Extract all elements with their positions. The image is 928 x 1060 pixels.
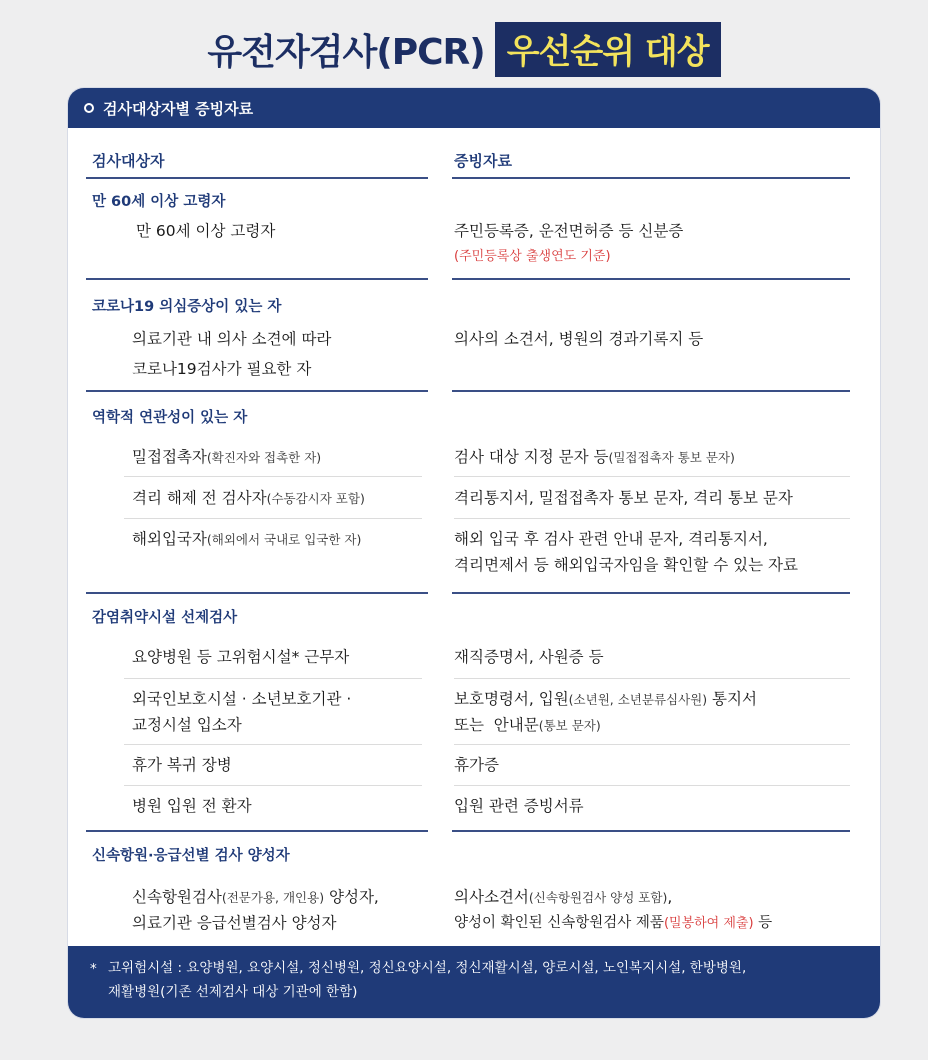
row-divider bbox=[454, 476, 850, 477]
page-title bbox=[0, 22, 928, 77]
subject-cell: 의료기관 응급선별검사 양성자 bbox=[132, 914, 337, 932]
evidence-cell: 검사 대상 지정 문자 등(밀접접촉자 통보 문자) bbox=[454, 448, 735, 466]
divider bbox=[452, 278, 850, 280]
evidence-cell: 또는 안내문(통보 문자) bbox=[454, 716, 601, 734]
divider bbox=[86, 390, 428, 392]
row-divider bbox=[124, 785, 422, 786]
footnote-marker: * bbox=[90, 961, 97, 977]
divider bbox=[452, 592, 850, 594]
card-header bbox=[68, 88, 880, 128]
evidence-cell: 양성이 확인된 신속항원검사 제품(밀봉하여 제출) 등 bbox=[454, 915, 773, 931]
row-divider bbox=[454, 678, 850, 679]
footnote-line: 고위험시설 : 요양병원, 요양시설, 정신병원, 정신요양시설, 정신재활시설, 양로시설, 노인복지시설, 한방병원, bbox=[108, 960, 747, 976]
evidence-cell: 주민등록증, 운전면허증 등 신분증 bbox=[454, 222, 684, 240]
subject-cell: 코로나19검사가 필요한 자 bbox=[132, 360, 312, 376]
row-divider bbox=[124, 476, 422, 477]
column-header-evidence: 증빙자료 bbox=[454, 152, 512, 170]
footnote-line: 재활병원(기존 선제검사 대상 기관에 한함) bbox=[108, 984, 358, 1000]
circle-bullet-icon bbox=[84, 103, 94, 113]
section-title: 만 60세 이상 고령자 bbox=[92, 194, 226, 210]
row-divider bbox=[454, 744, 850, 745]
divider bbox=[452, 830, 850, 832]
subject-cell: 교정시설 입소자 bbox=[132, 716, 242, 734]
column-header-subject: 검사대상자 bbox=[92, 152, 165, 170]
section-title: 코로나19 의심증상이 있는 자 bbox=[92, 299, 282, 315]
divider bbox=[86, 278, 428, 280]
subject-cell: 병원 입원 전 환자 bbox=[132, 797, 252, 815]
divider bbox=[452, 390, 850, 392]
evidence-cell: 입원 관련 증빙서류 bbox=[454, 797, 584, 815]
subject-cell: 밀접접촉자(확진자와 접촉한 자) bbox=[132, 448, 322, 466]
subject-cell: 해외입국자(해외에서 국내로 입국한 자) bbox=[132, 530, 362, 548]
title-highlight: 우선순위 대상 bbox=[495, 22, 721, 77]
evidence-cell: 휴가증 bbox=[454, 756, 499, 774]
subject-cell: 의료기관 내 의사 소견에 따라 bbox=[132, 330, 332, 348]
row-divider bbox=[124, 744, 422, 745]
row-divider bbox=[124, 678, 422, 679]
row-divider bbox=[124, 518, 422, 519]
row-divider bbox=[454, 785, 850, 786]
subject-cell: 만 60세 이상 고령자 bbox=[136, 222, 276, 240]
subject-cell: 휴가 복귀 장병 bbox=[132, 756, 232, 774]
subject-cell: 외국인보호시설 · 소년보호기관 · bbox=[132, 690, 352, 708]
evidence-cell: 보호명령서, 입원(소년원, 소년분류심사원) 통지서 bbox=[454, 690, 757, 708]
title-main: 유전자검사(PCR) bbox=[207, 32, 485, 73]
evidence-card bbox=[68, 88, 880, 1018]
row-divider bbox=[454, 518, 850, 519]
section-title: 역학적 연관성이 있는 자 bbox=[92, 410, 248, 426]
divider bbox=[86, 830, 428, 832]
evidence-cell: 의사의 소견서, 병원의 경과기록지 등 bbox=[454, 330, 704, 348]
evidence-cell: 격리통지서, 밀접접촉자 통보 문자, 격리 통보 문자 bbox=[454, 489, 793, 507]
section-title: 감염취약시설 선제검사 bbox=[92, 610, 238, 626]
divider bbox=[86, 177, 428, 179]
subject-cell: 격리 해제 전 검사자(수동감시자 포함) bbox=[132, 489, 365, 507]
evidence-cell: 격리면제서 등 해외입국자임을 확인할 수 있는 자료 bbox=[454, 556, 798, 574]
evidence-cell: 재직증명서, 사원증 등 bbox=[454, 648, 604, 666]
evidence-note: (주민등록상 출생연도 기준) bbox=[454, 249, 611, 264]
divider bbox=[86, 592, 428, 594]
evidence-cell: 해외 입국 후 검사 관련 안내 문자, 격리통지서, bbox=[454, 530, 768, 548]
section-title: 신속항원·응급선별 검사 양성자 bbox=[92, 848, 290, 864]
evidence-cell: 의사소견서(신속항원검사 양성 포함), bbox=[454, 888, 673, 906]
subject-cell: 요양병원 등 고위험시설* 근무자 bbox=[132, 648, 350, 666]
divider bbox=[452, 177, 850, 179]
card-footer bbox=[68, 946, 880, 1018]
subject-cell: 신속항원검사(전문가용, 개인용) 양성자, bbox=[132, 888, 379, 906]
card-heading: 검사대상자별 증빙자료 bbox=[103, 99, 254, 118]
